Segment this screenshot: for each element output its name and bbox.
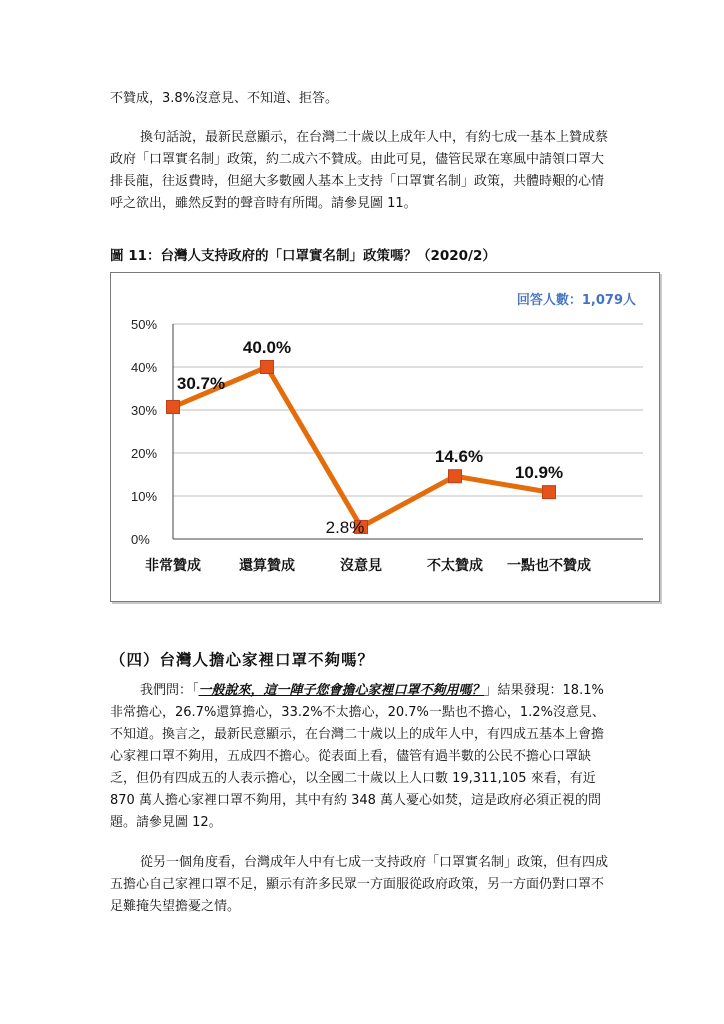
y-tick-label: 50% [131, 317, 158, 332]
y-tick-label: 10% [131, 489, 158, 504]
y-tick-label: 0% [131, 532, 150, 547]
p3-prefix: 我們問：「 [140, 683, 199, 698]
data-label: 10.9% [514, 463, 564, 483]
data-point [449, 470, 462, 483]
section-title: （四）台灣人擔心家裡口罩不夠嗎？ [110, 651, 375, 669]
x-tick-label: 不太贊成 [427, 558, 483, 574]
data-point [261, 361, 274, 374]
paragraph-4: 從另一個角度看，台灣成年人中有七成一支持政府「口罩實名制」政策，但有四成五擔心自己家裡口罩不足，顯示有許多民眾一方面服從政府政策，另一方面仍對口罩不足難掩失望擔憂之情。 [110, 855, 609, 914]
line-chart [110, 272, 660, 602]
y-tick-label: 30% [131, 403, 158, 418]
data-point [167, 400, 180, 413]
survey-question: 一般說來，這一陣子您會擔心家裡口罩不夠用嗎？ [198, 683, 485, 698]
x-tick-label: 非常贊成 [145, 558, 201, 574]
y-tick-label: 20% [131, 446, 158, 461]
figure-caption: 圖 11：台灣人支持政府的「口罩實名制」政策嗎？（2020/2） [110, 248, 496, 264]
paragraph-3 [110, 680, 615, 834]
data-label: 14.6% [434, 447, 484, 467]
paragraph-2: 換句話說，最新民意顯示，在台灣二十歲以上成年人中，有約七成一基本上贊成蔡政府「口罩實名制」政策，約二成六不贊成。由此可見，儘管民眾在寒風中請領口罩大排長龍，往返費時，但絕大多數國人基本上支持「口罩實名制」政策，共體時艱的心情呼之欲出，雖然反對的聲音時有所聞。請參見圖 11。 [110, 130, 609, 211]
data-point [543, 486, 556, 499]
x-tick-label: 還算贊成 [239, 558, 295, 574]
x-tick-label: 一點也不贊成 [507, 558, 591, 574]
data-label: 2.8% [325, 517, 365, 537]
series-line [173, 367, 549, 527]
chart-svg [111, 273, 659, 601]
respondent-count-annotation: 回答人數：1,079人 [516, 293, 636, 308]
x-tick-label: 沒意見 [340, 558, 382, 574]
p3-rest: 」結果發現：18.1%非常擔心，26.7%還算擔心，33.2%不太擔心，20.7%一點也不擔心，1.2%沒意見、不知道。換言之，最新民意顯示，在台灣二十歲以上的成年人中，有四成五基本上會擔心家裡口罩不夠用，五成四不擔心。從表面上看，儘管有過半數的公民不擔心口罩缺乏，但仍有四成五的人表示擔心，以全國二十歲以上人口數 19,311,105 來看，有近 870 萬人擔心家裡口罩不夠用，其中有約 348 萬人憂心如焚，這是政府必須正視的問題。請參見圖 12。 [110, 683, 605, 830]
data-label: 30.7% [176, 373, 226, 393]
paragraph-1: 不贊成，3.8%沒意見、不知道、拒答。 [110, 91, 339, 106]
data-label: 40.0% [242, 338, 292, 357]
y-tick-label: 40% [131, 360, 158, 375]
